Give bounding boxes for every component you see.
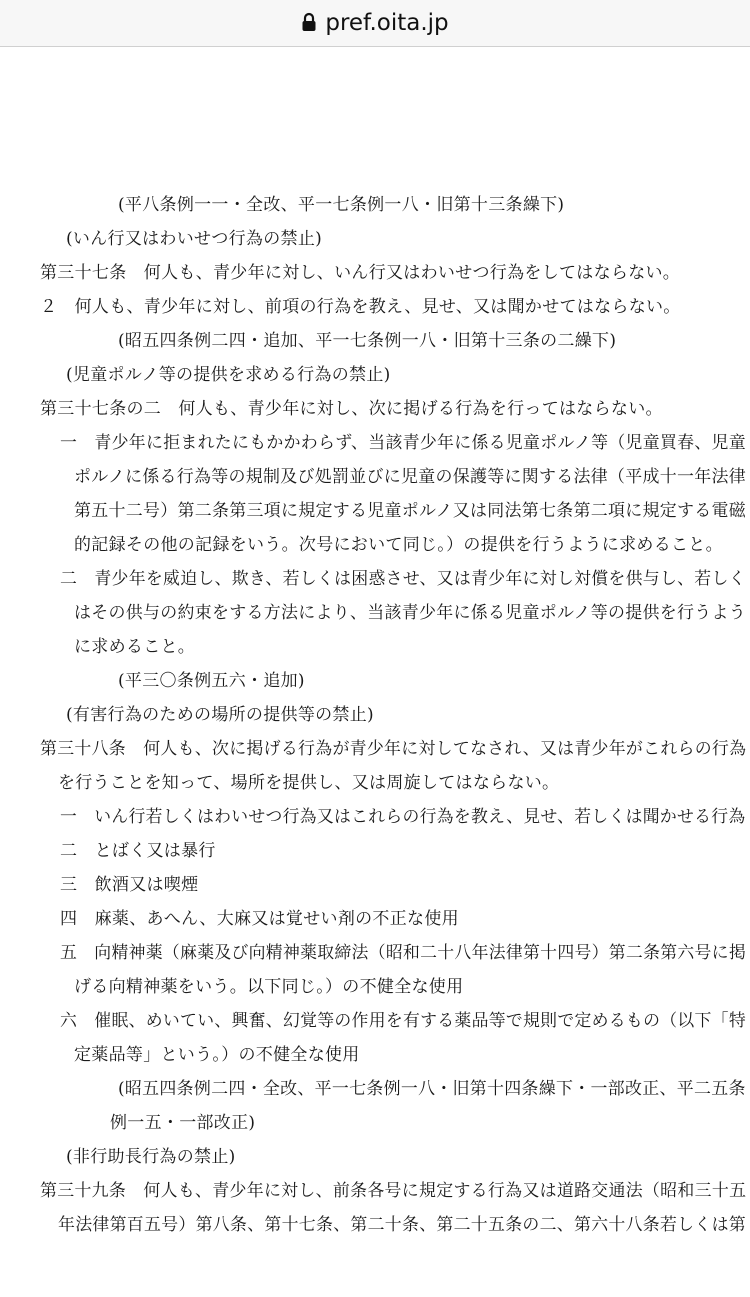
- article-caption: (いん行又はわいせつ行為の禁止): [66, 229, 323, 249]
- item-1-continued: 的記録その他の記録をいう。次号において同じ。）の提供を行うように求めること。: [74, 535, 723, 555]
- history-note: (昭五四条例二四・追加、平一七条例一八・旧第十三条の二繰下): [118, 331, 617, 351]
- article-caption: (有害行為のための場所の提供等の禁止): [66, 705, 374, 725]
- item-3: 三 飲酒又は喫煙: [60, 875, 199, 895]
- article-caption: (非行助長行為の禁止): [66, 1147, 236, 1167]
- item-1: 一 いん行若しくはわいせつ行為又はこれらの行為を教え、見せ、若しくは聞かせる行為: [60, 807, 746, 827]
- history-note-continued: 例一五・一部改正): [110, 1113, 256, 1133]
- history-note: (平三〇条例五六・追加): [118, 671, 305, 691]
- article-38: 第三十八条 何人も、次に掲げる行為が青少年に対してなされ、又は青少年がこれらの行為: [40, 739, 747, 759]
- history-note: (平八条例一一・全改、平一七条例一八・旧第十三条繰下): [118, 195, 565, 215]
- document-body: [0, 46, 750, 1297]
- article-37-2: 第三十七条の二 何人も、青少年に対し、次に掲げる行為を行ってはならない。: [40, 399, 663, 419]
- item-2-continued: はその供与の約束をする方法により、当該青少年に係る児童ポルノ等の提供を行うよう: [74, 603, 747, 623]
- item-1-continued: 第五十二号）第二条第三項に規定する児童ポルノ又は同法第七条第二項に規定する電磁: [74, 501, 747, 521]
- article-39: 第三十九条 何人も、青少年に対し、前条各号に規定する行為又は道路交通法（昭和三十五: [40, 1181, 747, 1201]
- item-1-continued: ポルノに係る行為等の規制及び処罰並びに児童の保護等に関する法律（平成十一年法律: [74, 467, 747, 487]
- address-bar[interactable]: [0, 0, 750, 47]
- item-5: 五 向精神薬（麻薬及び向精神薬取締法（昭和二十八年法律第十四号）第二条第六号に掲: [60, 943, 746, 963]
- item-1: 一 青少年に拒まれたにもかかわらず、当該青少年に係る児童ポルノ等（児童買春、児童: [60, 433, 746, 453]
- item-5-continued: げる向精神薬をいう。以下同じ。）の不健全な使用: [74, 977, 464, 997]
- article-38-continued: を行うことを知って、場所を提供し、又は周旋してはならない。: [58, 773, 560, 793]
- article-37-paragraph-2: ２ 何人も、青少年に対し、前項の行為を教え、見せ、又は聞かせてはならない。: [40, 297, 681, 317]
- item-2: 二 とばく又は暴行: [60, 841, 216, 861]
- article-39-continued: 年法律第百五号）第八条、第十七条、第二十条、第二十五条の二、第六十八条若しくは第: [58, 1215, 746, 1235]
- lock-icon: [301, 12, 317, 32]
- item-6-continued: 定薬品等」という。）の不健全な使用: [74, 1045, 360, 1065]
- item-2: 二 青少年を威迫し、欺き、若しくは困惑させ、又は青少年に対し対償を供与し、若しく: [60, 569, 746, 589]
- item-4: 四 麻薬、あへん、大麻又は覚せい剤の不正な使用: [60, 909, 459, 929]
- history-note: (昭五四条例二四・全改、平一七条例一八・旧第十四条繰下・一部改正、平二五条: [118, 1079, 746, 1099]
- item-6: 六 催眠、めいてい、興奮、幻覚等の作用を有する薬品等で規則で定めるもの（以下「特: [60, 1011, 746, 1031]
- item-2-continued: に求めること。: [74, 637, 196, 657]
- url-text: pref.oita.jp: [325, 10, 449, 36]
- article-37: 第三十七条 何人も、青少年に対し、いん行又はわいせつ行為をしてはならない。: [40, 263, 681, 283]
- article-caption: (児童ポルノ等の提供を求める行為の禁止): [66, 365, 391, 385]
